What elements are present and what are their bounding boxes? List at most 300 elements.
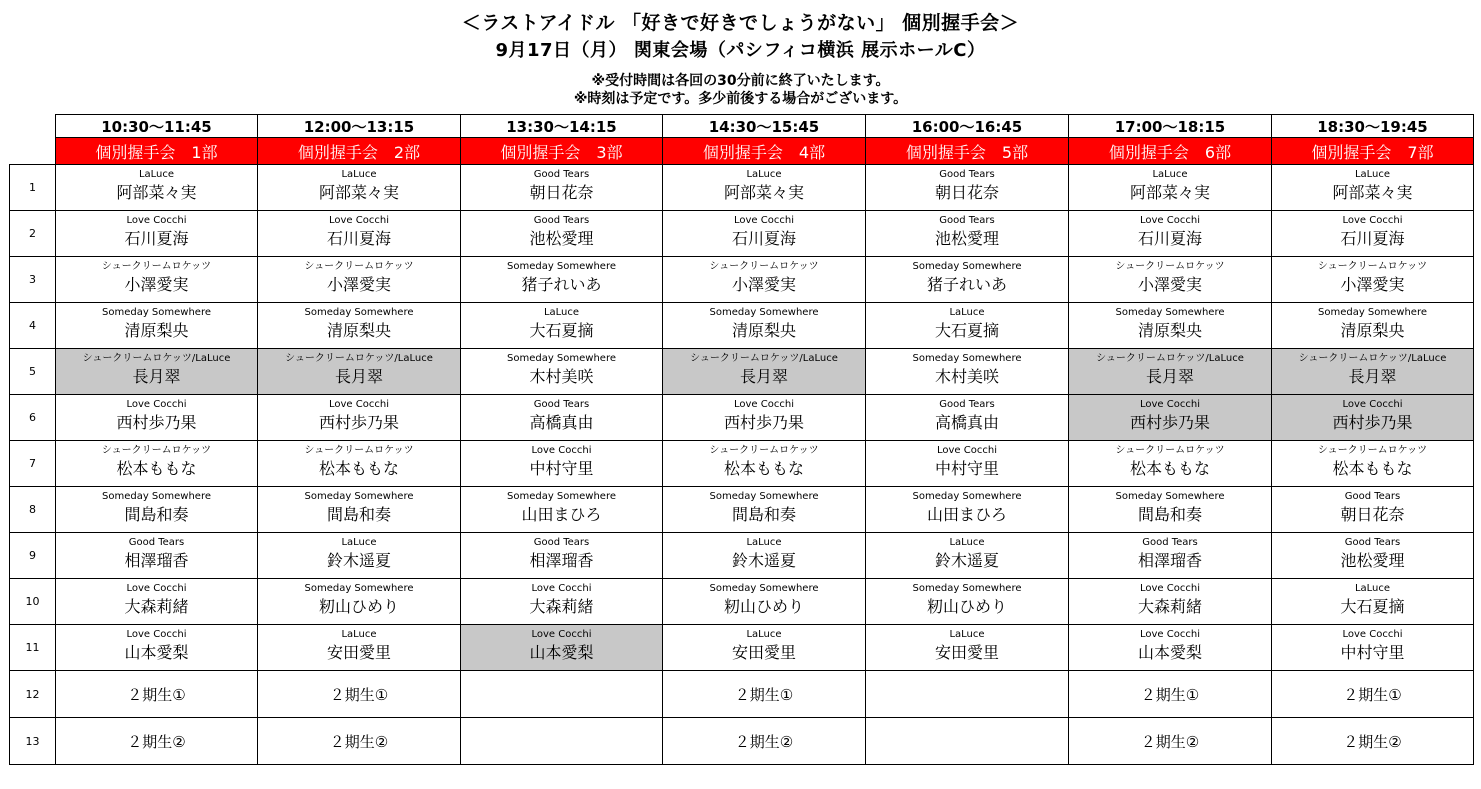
schedule-cell [1069,211,1272,257]
member-name: 池松愛理 [934,229,999,248]
member-name: 大森莉緒 [529,597,594,616]
group-name: Love Cocchi [531,583,592,594]
member-name: 鈴木遥夏 [934,551,999,570]
schedule-cell [1272,349,1474,395]
member-name: 西村歩乃果 [1332,413,1413,432]
group-name: シュークリームロケッツ [1115,261,1225,272]
schedule-cell [1069,718,1272,765]
slot-time: 13:30〜14:15 [461,115,663,138]
cell-label: ２期生② [127,732,186,751]
group-name: Someday Somewhere [912,261,1022,272]
schedule-cell [461,579,663,625]
table-row [10,533,1474,579]
schedule-cell [663,165,866,211]
table-row [10,165,1474,211]
schedule-cell [258,303,461,349]
group-name: Good Tears [128,537,185,548]
group-name: Good Tears [533,169,590,180]
schedule-cell [866,625,1069,671]
schedule-cell [258,487,461,533]
group-name: Love Cocchi [1140,399,1200,410]
group-name: Someday Somewhere [709,583,819,594]
row-number: 3 [10,257,56,303]
schedule-cell [258,533,461,579]
schedule-cell [56,257,258,303]
group-name: Someday Somewhere [101,491,211,502]
schedule-cell [258,441,461,487]
schedule-cell [461,487,663,533]
schedule-cell [1272,257,1474,303]
schedule-cell [461,718,663,765]
cell-label: ２期生① [1140,685,1200,704]
schedule-cell [866,487,1069,533]
member-name: 鈴木遥夏 [731,551,796,570]
member-name: 高橋真由 [529,413,594,432]
group-name: シュークリームロケッツ [709,261,819,272]
group-name: シュークリームロケッツ [1317,261,1428,272]
member-name: 清原梨央 [1340,321,1405,340]
member-name: 籾山ひめり [926,597,1007,616]
member-name: 清原梨央 [124,321,189,340]
member-name: 中村守里 [1340,643,1405,662]
schedule-cell [258,257,461,303]
member-name: 相澤瑠香 [124,551,189,570]
schedule-cell [663,441,866,487]
row-number: 2 [10,211,56,257]
row-number: 5 [10,349,56,395]
table-row [10,487,1474,533]
member-name: 間島和奏 [731,505,796,524]
schedule-cell [258,718,461,765]
group-name: Someday Somewhere [304,491,414,502]
group-name: LaLuce [543,307,580,318]
member-name: 安田愛里 [326,643,391,662]
schedule-cell [866,165,1069,211]
member-name: 山田まひろ [926,505,1007,524]
schedule-cell [1069,533,1272,579]
group-name: シュークリームロケッツ [304,445,414,456]
schedule-cell [663,671,866,718]
slot-part-label: 個別握手会 5部 [866,138,1069,165]
schedule-cell [258,625,461,671]
corner-cell [10,115,56,165]
slot-part-label: 個別握手会 7部 [1272,138,1474,165]
member-name: 長月翠 [1145,367,1194,386]
group-name: シュークリームロケッツ/LaLuce [1298,353,1447,364]
schedule-cell [663,487,866,533]
schedule-cell [56,395,258,441]
group-name: Love Cocchi [734,215,794,226]
schedule-cell [258,671,461,718]
group-name: LaLuce [949,307,985,318]
schedule-cell [56,533,258,579]
schedule-cell [1272,211,1474,257]
note-reception: ※受付時間は各回の30分前に終了いたします。 [591,73,890,89]
group-name: LaLuce [341,537,377,548]
table-row [10,671,1474,718]
member-name: 朝日花奈 [529,183,594,202]
member-name: 長月翠 [1348,367,1397,386]
member-name: 阿部菜々実 [1129,183,1210,202]
member-name: 長月翠 [334,367,383,386]
member-name: 石川夏海 [1137,229,1202,248]
schedule-cell [461,349,663,395]
slot-part-label: 個別握手会 1部 [56,138,258,165]
table-row [10,625,1474,671]
group-name: シュークリームロケッツ/LaLuce [82,353,231,364]
member-name: 西村歩乃果 [116,413,197,432]
row-number: 7 [10,441,56,487]
group-name: Someday Somewhere [912,353,1022,364]
group-name: Love Cocchi [937,445,997,456]
schedule-cell [866,303,1069,349]
schedule-cell [1069,349,1272,395]
group-name: LaLuce [1354,169,1391,180]
member-name: 大石夏摘 [934,321,999,340]
schedule-cell [1069,671,1272,718]
group-name: Someday Somewhere [304,583,414,594]
note-schedule: ※時刻は予定です。多少前後する場合がございます。 [573,91,908,107]
member-name: 大森莉緒 [1137,597,1202,616]
cell-label: ２期生② [1343,732,1402,751]
schedule-cell [663,303,866,349]
schedule-cell [56,441,258,487]
group-name: Someday Somewhere [1115,491,1225,502]
member-name: 石川夏海 [124,229,189,248]
group-name: Good Tears [1142,537,1198,548]
member-name: 西村歩乃果 [318,413,399,432]
schedule-cell [56,671,258,718]
slot-time: 17:00〜18:15 [1069,115,1272,138]
member-name: 木村美咲 [934,367,999,386]
schedule-cell [1069,579,1272,625]
group-name: Good Tears [939,169,995,180]
schedule-cell [258,211,461,257]
member-name: 大石夏摘 [1340,597,1405,616]
group-name: シュークリームロケッツ [304,261,414,272]
member-name: 石川夏海 [1340,229,1405,248]
member-name: 安田愛里 [731,643,796,662]
member-name: 安田愛里 [934,643,999,662]
member-name: 小澤愛実 [1340,275,1405,294]
member-name: 西村歩乃果 [723,413,804,432]
member-name: 小澤愛実 [326,275,391,294]
group-name: LaLuce [746,169,782,180]
member-name: 松本ももな [116,459,197,478]
member-name: 長月翠 [132,367,181,386]
group-name: シュークリームロケッツ/LaLuce [285,353,433,364]
group-name: シュークリームロケッツ [1317,445,1428,456]
group-name: LaLuce [1354,583,1391,594]
schedule-cell [866,349,1069,395]
table-row [10,257,1474,303]
group-name: Someday Somewhere [506,261,616,272]
schedule-cell [56,303,258,349]
group-name: LaLuce [746,537,782,548]
member-name: 山本愛梨 [1137,643,1202,662]
member-name: 清原梨央 [1137,321,1202,340]
schedule-cell [461,257,663,303]
table-row [10,395,1474,441]
table-row [10,441,1474,487]
row-number: 6 [10,395,56,441]
schedule-cell [461,625,663,671]
member-name: 山本愛梨 [529,643,594,662]
table-row [10,303,1474,349]
member-name: 猪子れいあ [926,275,1007,294]
slot-time: 12:00〜13:15 [258,115,461,138]
group-name: LaLuce [1152,169,1188,180]
cell-label: ２期生① [734,685,794,704]
member-name: 小澤愛実 [1137,275,1202,294]
schedule-cell [258,349,461,395]
row-number: 8 [10,487,56,533]
group-name: Someday Somewhere [1115,307,1225,318]
member-name: 猪子れいあ [521,275,602,294]
page-title: ＜ラストアイドル 「好きで好きでしょうがない」 個別握手会＞ [461,12,1020,34]
group-name: Love Cocchi [1140,583,1200,594]
table-row [10,579,1474,625]
group-name: Love Cocchi [1140,629,1200,640]
schedule-cell [56,579,258,625]
slot-part-label: 個別握手会 3部 [461,138,663,165]
member-name: 間島和奏 [124,505,189,524]
schedule-cell [663,533,866,579]
member-name: 池松愛理 [529,229,594,248]
member-name: 大森莉緒 [124,597,189,616]
group-name: Love Cocchi [1342,399,1403,410]
group-name: LaLuce [949,629,985,640]
group-name: Someday Somewhere [506,491,616,502]
group-name: Someday Somewhere [912,583,1022,594]
member-name: 松本ももな [318,459,399,478]
schedule-cell [866,257,1069,303]
schedule-cell [1272,579,1474,625]
schedule-cell [663,257,866,303]
member-name: 池松愛理 [1340,551,1405,570]
schedule-cell [1272,671,1474,718]
member-name: 相澤瑠香 [1137,551,1202,570]
schedule-cell [1069,303,1272,349]
schedule-cell [663,395,866,441]
row-number: 1 [10,165,56,211]
member-name: 長月翠 [739,367,788,386]
group-name: Someday Somewhere [912,491,1022,502]
schedule-table [9,114,1474,765]
member-name: 山本愛梨 [124,643,189,662]
member-name: 間島和奏 [1137,505,1202,524]
member-name: 松本ももな [1332,459,1413,478]
schedule-cell [56,487,258,533]
cell-label: ２期生① [127,685,186,704]
member-name: 阿部菜々実 [1332,183,1413,202]
schedule-cell [866,671,1069,718]
member-name: 阿部菜々実 [318,183,399,202]
schedule-cell [1069,395,1272,441]
schedule-cell [56,211,258,257]
schedule-cell [1272,441,1474,487]
page-subtitle: 9月17日（月） 関東会場（パシフィコ横浜 展示ホールC） [495,40,986,61]
schedule-cell [461,211,663,257]
group-name: シュークリームロケッツ [1115,445,1225,456]
member-name: 山田まひろ [521,505,602,524]
row-number: 9 [10,533,56,579]
member-name: 大石夏摘 [529,321,594,340]
slot-time: 10:30〜11:45 [56,115,258,138]
group-name: Someday Somewhere [304,307,414,318]
schedule-cell [663,579,866,625]
schedule-cell [461,671,663,718]
member-name: 石川夏海 [326,229,391,248]
schedule-cell [258,579,461,625]
schedule-cell [461,165,663,211]
slot-part-label: 個別握手会 2部 [258,138,461,165]
group-name: Someday Somewhere [1317,307,1427,318]
schedule-cell [258,165,461,211]
member-name: 清原梨央 [731,321,796,340]
member-name: 石川夏海 [731,229,796,248]
group-name: Love Cocchi [329,399,389,410]
group-name: LaLuce [341,169,377,180]
table-row [10,349,1474,395]
group-name: Love Cocchi [126,629,187,640]
group-name: Good Tears [533,215,590,226]
schedule-cell [56,165,258,211]
schedule-cell [461,441,663,487]
group-name: Good Tears [939,399,995,410]
schedule-cell [663,625,866,671]
cell-label: ２期生① [1343,685,1402,704]
member-name: 清原梨央 [326,321,391,340]
group-name: シュークリームロケッツ/LaLuce [1096,353,1244,364]
group-name: Someday Somewhere [101,307,211,318]
row-number: 13 [10,718,56,765]
cell-label: ２期生② [734,732,794,751]
slot-time: 16:00〜16:45 [866,115,1069,138]
schedule-cell [461,533,663,579]
group-name: シュークリームロケッツ/LaLuce [690,353,838,364]
table-row [10,211,1474,257]
group-name: Love Cocchi [126,583,187,594]
member-name: 木村美咲 [529,367,594,386]
group-name: Good Tears [1344,537,1401,548]
schedule-cell [1272,625,1474,671]
row-number: 11 [10,625,56,671]
group-name: Love Cocchi [734,399,794,410]
schedule-cell [461,395,663,441]
group-name: Good Tears [533,537,590,548]
member-name: 鈴木遥夏 [326,551,391,570]
member-name: 間島和奏 [326,505,391,524]
slot-time: 18:30〜19:45 [1272,115,1474,138]
schedule-cell [866,441,1069,487]
group-name: LaLuce [949,537,985,548]
group-name: LaLuce [341,629,377,640]
schedule-cell [1069,257,1272,303]
group-name: Love Cocchi [1342,629,1403,640]
schedule-cell [1272,718,1474,765]
schedule-cell [1069,165,1272,211]
cell-label: ２期生① [329,685,389,704]
member-name: 松本ももな [1129,459,1210,478]
schedule-cell [56,625,258,671]
group-name: Good Tears [533,399,590,410]
table-row [10,718,1474,765]
member-name: 西村歩乃果 [1129,413,1210,432]
schedule-cell [663,349,866,395]
schedule-cell [866,579,1069,625]
schedule-cell [1069,487,1272,533]
schedule-cell [866,211,1069,257]
schedule-cell [866,718,1069,765]
member-name: 相澤瑠香 [529,551,594,570]
member-name: 阿部菜々実 [723,183,804,202]
slot-part-label: 個別握手会 6部 [1069,138,1272,165]
group-name: Love Cocchi [1140,215,1200,226]
group-name: Love Cocchi [126,399,187,410]
group-name: Someday Somewhere [709,307,819,318]
member-name: 朝日花奈 [1340,505,1405,524]
group-name: Love Cocchi [531,445,592,456]
member-name: 高橋真由 [934,413,999,432]
member-name: 中村守里 [934,459,999,478]
schedule-cell [1272,165,1474,211]
group-name: Love Cocchi [329,215,389,226]
member-name: 籾山ひめり [723,597,804,616]
schedule-cell [1069,625,1272,671]
member-name: 朝日花奈 [934,183,999,202]
schedule-cell [866,395,1069,441]
row-number: 10 [10,579,56,625]
schedule-cell [1069,441,1272,487]
member-name: 松本ももな [723,459,804,478]
group-name: Good Tears [939,215,995,226]
schedule-cell [258,395,461,441]
group-name: シュークリームロケッツ [101,445,212,456]
group-name: シュークリームロケッツ [709,445,819,456]
schedule-cell [1272,303,1474,349]
cell-label: ２期生② [329,732,389,751]
member-name: 阿部菜々実 [116,183,197,202]
member-name: 小澤愛実 [731,275,796,294]
group-name: LaLuce [746,629,782,640]
cell-label: ２期生② [1140,732,1200,751]
group-name: Someday Somewhere [709,491,819,502]
group-name: シュークリームロケッツ [101,261,212,272]
group-name: Love Cocchi [531,629,592,640]
schedule-cell [1272,533,1474,579]
schedule-cell [1272,487,1474,533]
slot-time: 14:30〜15:45 [663,115,866,138]
member-name: 小澤愛実 [124,275,189,294]
schedule-cell [461,303,663,349]
schedule-cell [56,718,258,765]
slot-part-label: 個別握手会 4部 [663,138,866,165]
group-name: Love Cocchi [126,215,187,226]
row-number: 12 [10,671,56,718]
schedule-cell [663,211,866,257]
group-name: Good Tears [1344,491,1401,502]
schedule-cell [663,718,866,765]
schedule-cell [866,533,1069,579]
group-name: Love Cocchi [1342,215,1403,226]
member-name: 中村守里 [529,459,594,478]
schedule-cell [1272,395,1474,441]
group-name: LaLuce [138,169,175,180]
schedule-cell [56,349,258,395]
member-name: 籾山ひめり [318,597,399,616]
row-number: 4 [10,303,56,349]
